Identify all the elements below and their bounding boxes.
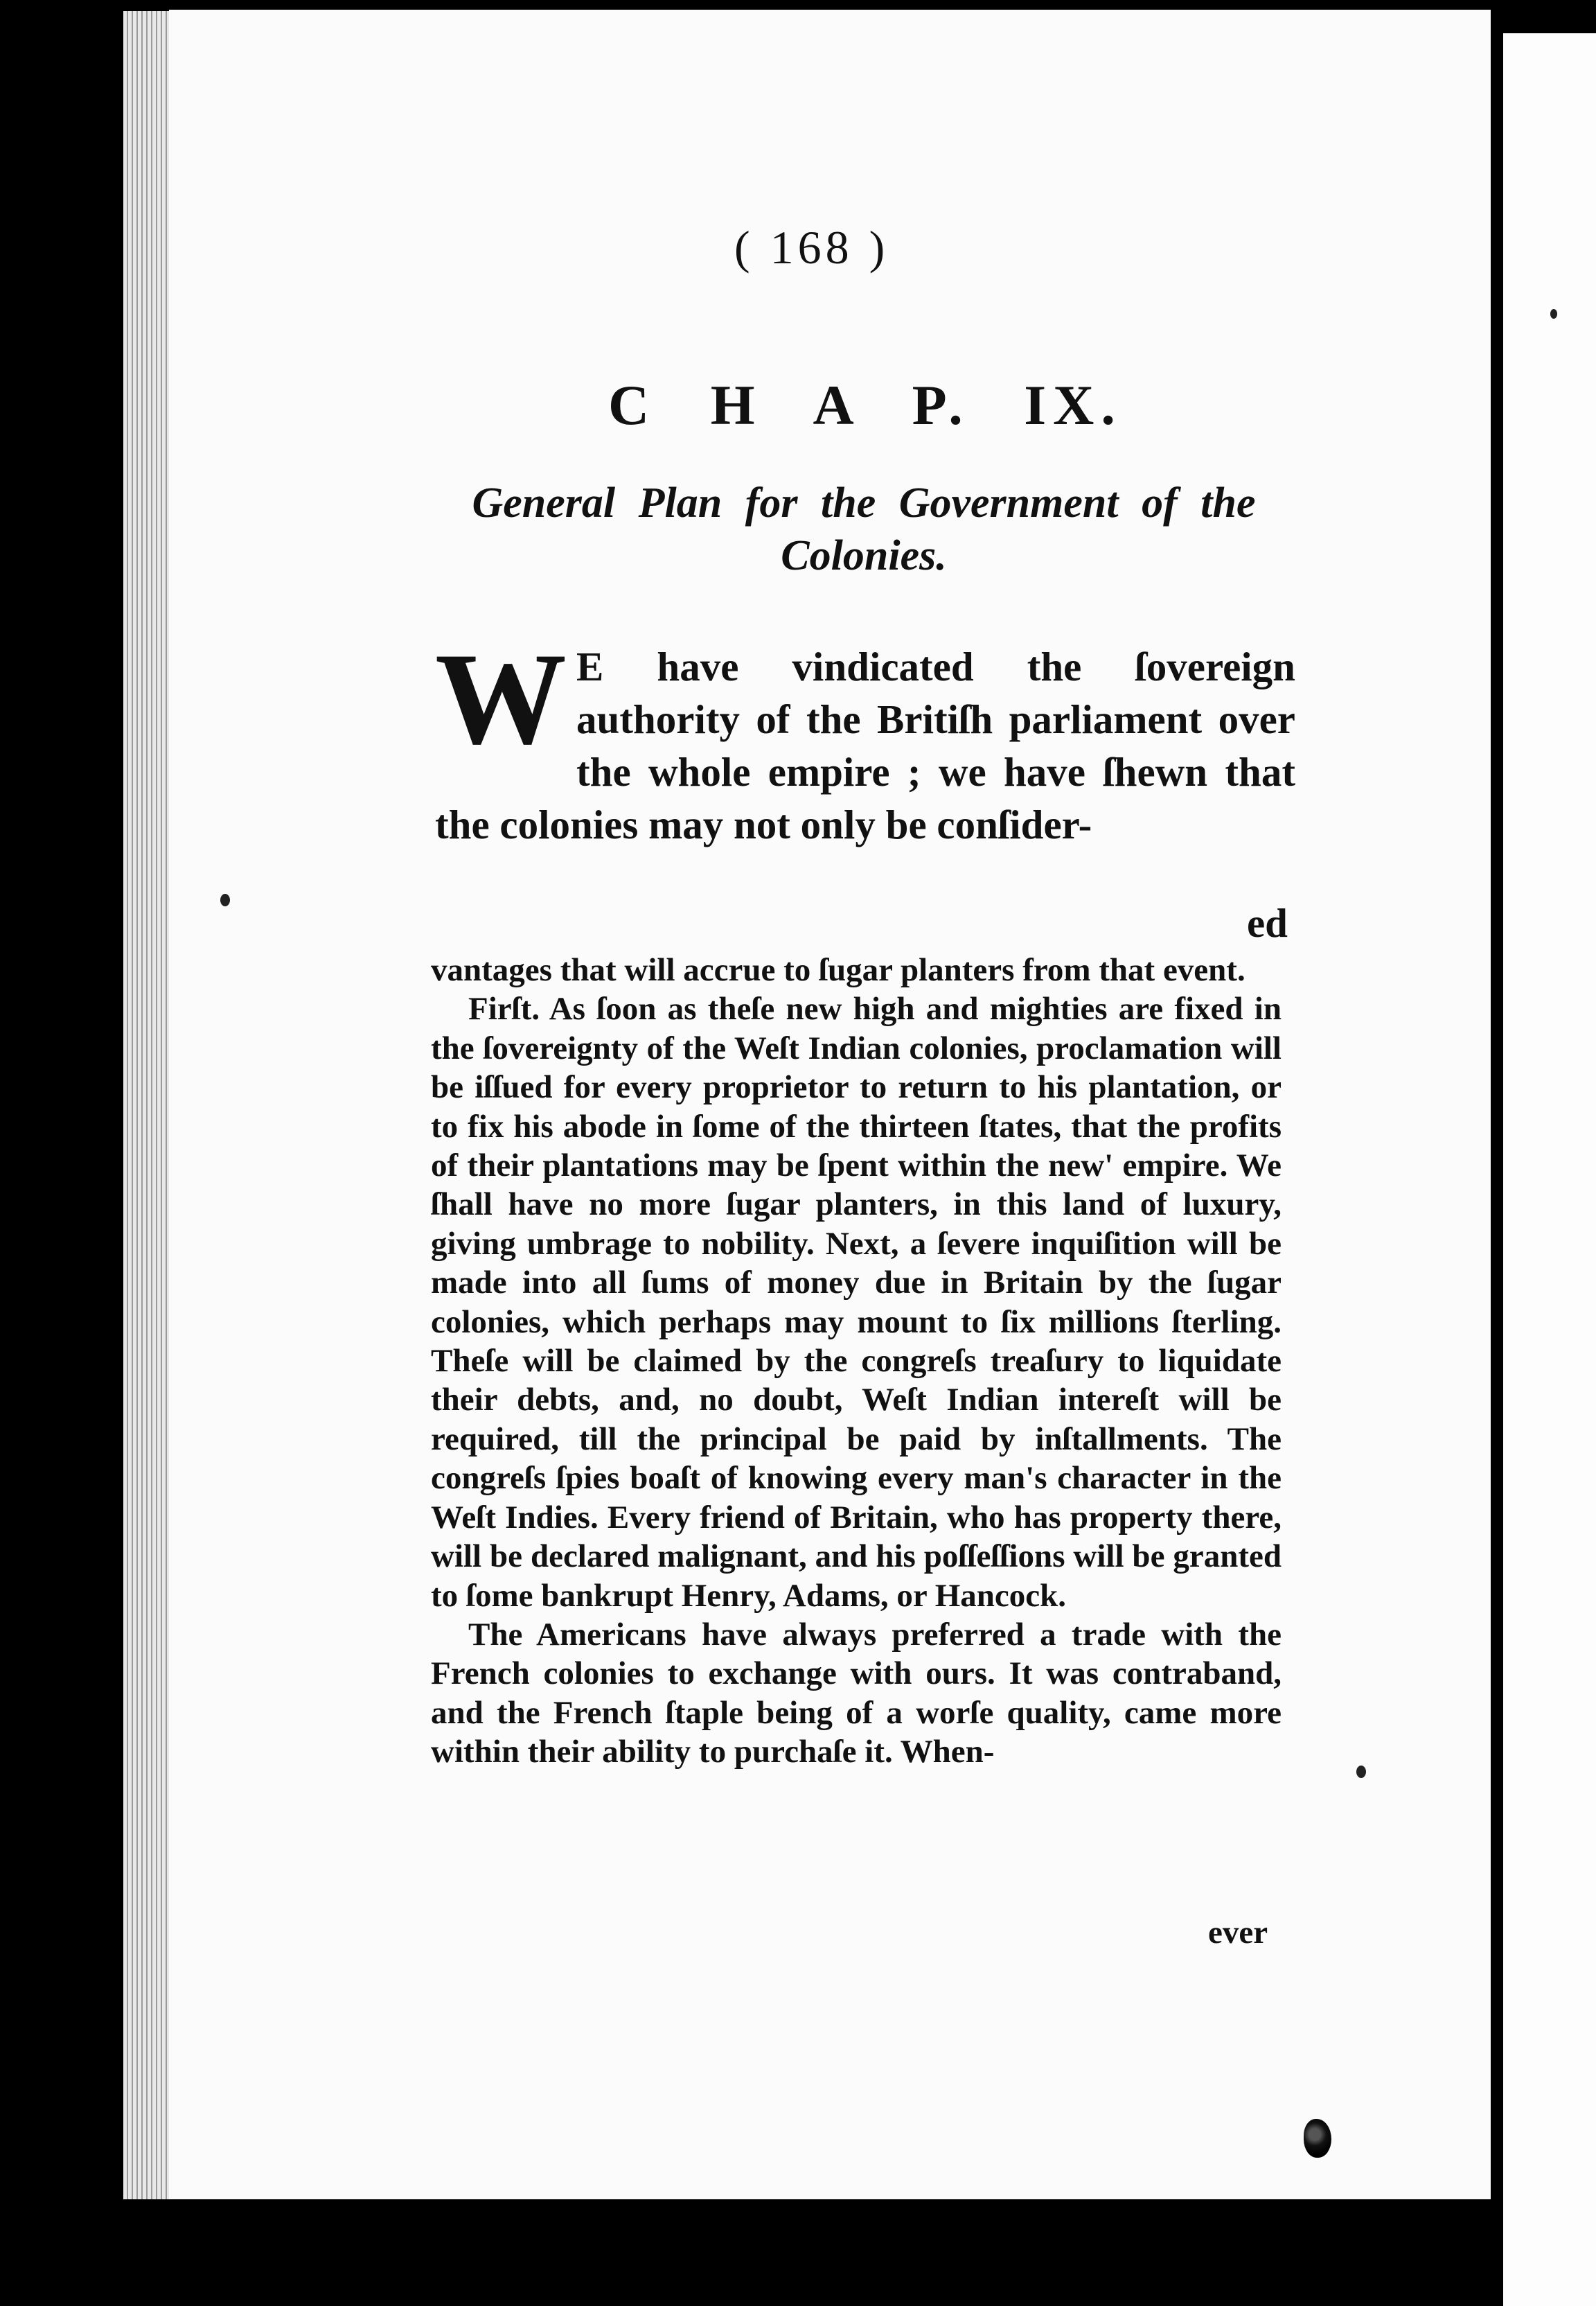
- chapter-heading: C H A P. IX.: [608, 373, 1122, 437]
- page-edges: [123, 11, 172, 2201]
- ink-speck: [220, 894, 230, 906]
- final-catchword: ever: [1208, 1915, 1268, 1951]
- opening-text: E have vindicated the ſovereign authority of the Britiſh parliament over the whole empire ; we have ſhewn that the colonies may not only be conſider-: [435, 644, 1295, 847]
- scan-left-margin: [0, 0, 132, 2306]
- opening-paragraph: [435, 626, 1295, 851]
- ink-speck: [1356, 1766, 1366, 1778]
- scan-bottom-margin: [0, 2199, 1503, 2306]
- catchword: ed: [1247, 900, 1288, 946]
- drop-cap: W: [435, 626, 567, 772]
- paragraph-continuation: vantages that will accrue to ſugar planters from that event.: [431, 952, 1245, 988]
- body-text: [431, 951, 1282, 1772]
- ink-speck: [1550, 309, 1557, 319]
- chapter-title: General Plan for the Government of the Colonies.: [472, 479, 1256, 579]
- book-gutter: [1491, 21, 1503, 2306]
- paragraph: Firſt. As ſoon as theſe new high and mighties are fixed in the ſovereignty of the Weſt Indian colonies, proclamation will be iſſued for every proprietor to return to his plantation, or to fix his abode in ſome of the thirteen ſtates, that the profits of their plantations may be ſpent within the new' empire. We ſhall have no more ſugar planters, in this land of luxury, giving umbrage to nobility. Next, a ſevere inquiſition will be made into all ſums of money due in Britain by the ſugar colonies, which perhaps may mount to ſix millions ſterling. Theſe will be claimed by the congreſs treaſury to liquidate their debts, and, no doubt, Weſt Indian intereſt will be required, till the principal be paid by inſtallments. The congreſs ſpies boaſt of knowing every man's character in the Weſt Indies. Every friend of Britain, who has property there, will be declared malignant, and his poſſeſſions will be granted to ſome bankrupt Henry, Adams, or Hancock.: [431, 991, 1282, 1614]
- ink-blot: [1304, 2119, 1331, 2158]
- paragraph: The Americans have always preferred a trade with the French colonies to exchange with ours. It was contraband, and the French ſtaple being of a worſe quality, came more within their ability to purchaſe it. When-: [431, 1616, 1282, 1770]
- facing-page-edge: [1503, 33, 1596, 2306]
- page-number: ( 168 ): [734, 221, 889, 274]
